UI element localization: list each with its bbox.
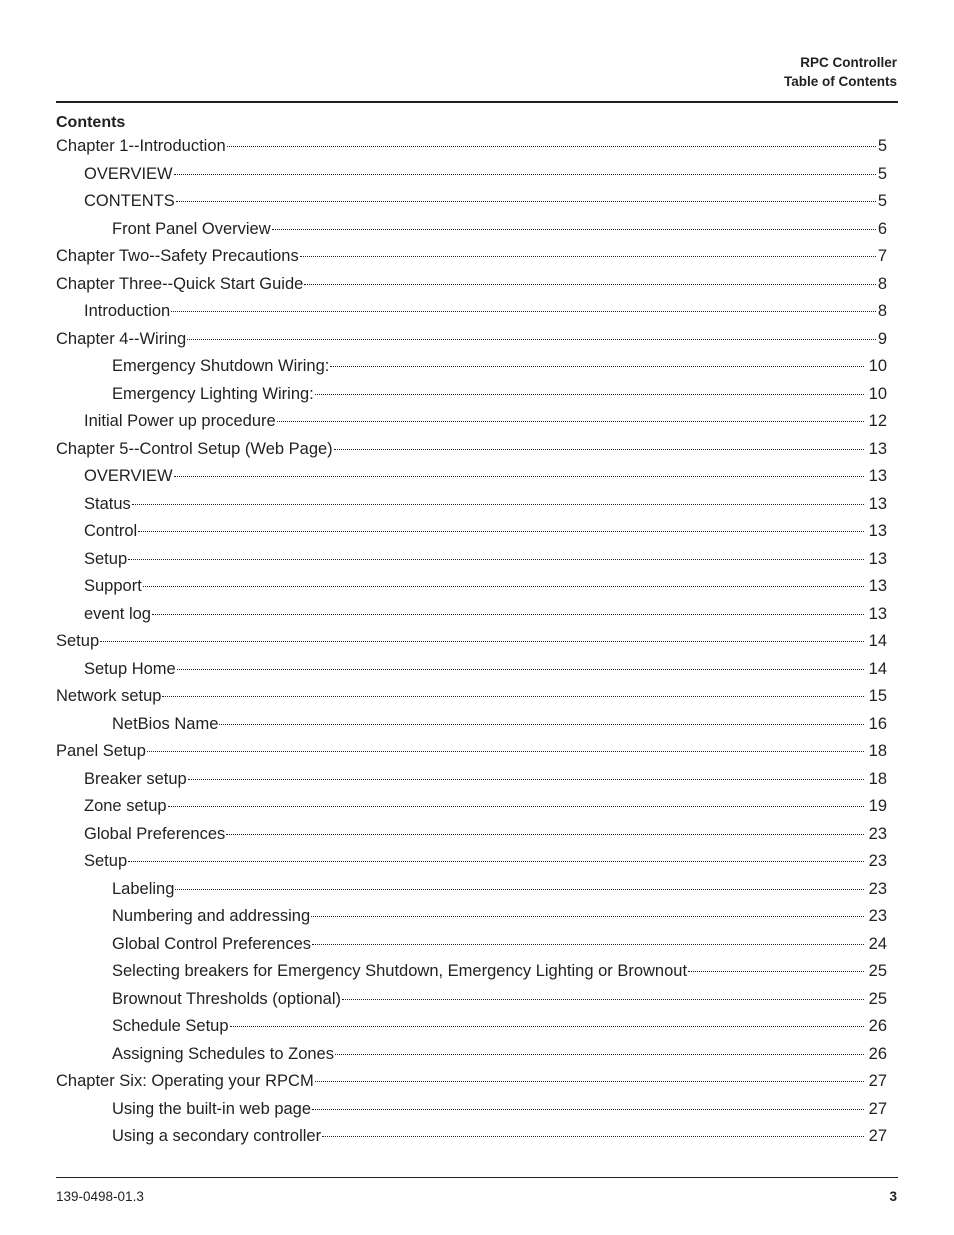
toc-entry[interactable] — [56, 766, 898, 794]
toc-entry-title: Chapter Three--Quick Start Guide — [56, 274, 304, 293]
toc-entry-page: 5 — [877, 164, 887, 183]
toc-entry-page: 25 — [868, 962, 887, 980]
toc-entry-page: 23 — [868, 907, 887, 925]
toc-entry-title: Chapter 5--Control Setup (Web Page) — [56, 439, 333, 458]
dot-leader — [272, 229, 876, 230]
toc-entry[interactable] — [56, 1123, 898, 1151]
toc-entry-page: 13 — [868, 494, 887, 513]
dot-leader — [277, 421, 864, 422]
toc-entry-page: 24 — [868, 934, 887, 953]
toc-entry-title: Global Preferences — [84, 824, 226, 843]
toc-entry-page: 8 — [877, 274, 887, 293]
toc-entry-title: event log — [84, 604, 151, 623]
toc-entry-title: Labeling — [112, 879, 175, 898]
toc-entry-title: Chapter 1--Introduction — [56, 137, 226, 155]
toc-entry[interactable] — [56, 188, 898, 216]
toc-entry[interactable] — [56, 1096, 898, 1124]
header-section-title: Table of Contents — [784, 74, 897, 89]
dot-leader — [187, 339, 876, 340]
toc-entry-title: Global Control Preferences — [112, 934, 312, 953]
toc-entry-page: 5 — [877, 137, 887, 155]
dot-leader — [168, 806, 864, 807]
dot-leader — [226, 834, 864, 835]
dot-leader — [219, 724, 864, 725]
toc-entry[interactable] — [56, 161, 898, 189]
toc-entry-title: Setup — [56, 632, 100, 650]
dot-leader — [132, 504, 864, 505]
dot-leader — [227, 146, 876, 147]
toc-entry-title: Brownout Thresholds (optional) — [112, 989, 341, 1008]
toc-entry-title: Emergency Shutdown Wiring: — [112, 357, 330, 375]
dot-leader — [322, 1136, 864, 1137]
toc-entry-page: 25 — [868, 989, 887, 1008]
toc-entry-page: 13 — [868, 604, 887, 623]
toc-entry-title: Introduction — [84, 302, 171, 320]
toc-entry-title: CONTENTS — [84, 192, 175, 210]
toc-entry-title: Panel Setup — [56, 742, 146, 760]
dot-leader — [188, 779, 864, 780]
toc-entry-page: 5 — [877, 192, 887, 210]
dot-leader — [315, 394, 864, 395]
toc-entry-title: OVERVIEW — [84, 467, 173, 485]
toc-entry[interactable] — [56, 326, 898, 354]
dot-leader — [171, 311, 876, 312]
toc-entry[interactable] — [56, 436, 898, 464]
header-rule — [56, 101, 898, 103]
toc-entry-page: 13 — [868, 439, 887, 458]
toc-entry[interactable] — [56, 628, 898, 656]
toc-entry[interactable] — [56, 546, 898, 574]
dot-leader — [152, 614, 864, 615]
toc-entry[interactable] — [56, 656, 898, 684]
contents-heading: Contents — [56, 114, 126, 131]
toc-entry-page: 23 — [868, 879, 887, 898]
dot-leader — [176, 201, 876, 202]
toc-entry[interactable] — [56, 821, 898, 849]
dot-leader — [147, 751, 864, 752]
toc-entry-page: 7 — [877, 247, 887, 265]
toc-entry-title: Control — [84, 522, 138, 540]
dot-leader — [174, 476, 864, 477]
toc-entry-page: 23 — [868, 852, 887, 870]
dot-leader — [311, 916, 864, 917]
toc-entry[interactable] — [56, 381, 898, 409]
dot-leader — [162, 696, 864, 697]
toc-entry-title: Chapter Six: Operating your RPCM — [56, 1072, 314, 1090]
toc-entry-title: OVERVIEW — [84, 164, 173, 183]
toc-entry-page: 27 — [868, 1072, 887, 1090]
toc-entry-title: Chapter 4--Wiring — [56, 329, 187, 348]
toc-entry[interactable] — [56, 271, 898, 299]
toc-entry[interactable] — [56, 848, 898, 876]
toc-entry[interactable] — [56, 408, 898, 436]
toc-entry-title: Selecting breakers for Emergency Shutdown, Emergency Lighting or Brownout — [112, 962, 688, 980]
document-number: 139-0498-01.3 — [56, 1189, 144, 1204]
toc-entry-page: 16 — [868, 714, 887, 733]
toc-entry-title: Breaker setup — [84, 769, 187, 788]
toc-entry-page: 10 — [868, 384, 887, 403]
toc-entry-title: Emergency Lighting Wiring: — [112, 384, 314, 403]
toc-entry-page: 14 — [868, 659, 887, 678]
toc-entry[interactable] — [56, 573, 898, 601]
toc-entry[interactable] — [56, 298, 898, 326]
header-product-title: RPC Controller — [800, 55, 897, 70]
toc-entry[interactable] — [56, 876, 898, 904]
toc-entry-page: 26 — [868, 1017, 887, 1035]
toc-entry[interactable] — [56, 903, 898, 931]
table-of-contents — [56, 133, 898, 1151]
toc-entry[interactable] — [56, 711, 898, 739]
dot-leader — [312, 944, 864, 945]
toc-entry-page: 13 — [868, 577, 887, 595]
toc-entry[interactable] — [56, 353, 898, 381]
toc-entry-page: 15 — [868, 687, 887, 705]
toc-entry[interactable] — [56, 986, 898, 1014]
toc-entry-page: 27 — [868, 1127, 887, 1145]
toc-entry-title: Using a secondary controller — [112, 1127, 322, 1145]
toc-entry-page: 9 — [877, 329, 887, 348]
toc-entry-page: 10 — [868, 357, 887, 375]
toc-entry[interactable] — [56, 463, 898, 491]
toc-entry[interactable] — [56, 683, 898, 711]
toc-entry[interactable] — [56, 738, 898, 766]
dot-leader — [128, 861, 864, 862]
footer-rule — [56, 1177, 898, 1178]
toc-entry[interactable] — [56, 216, 898, 244]
toc-entry-title: Assigning Schedules to Zones — [112, 1044, 334, 1063]
toc-entry-page: 26 — [868, 1044, 887, 1063]
toc-entry-page: 13 — [868, 549, 887, 568]
toc-entry-page: 27 — [868, 1099, 887, 1118]
toc-entry[interactable] — [56, 491, 898, 519]
toc-entry-title: Support — [84, 577, 142, 595]
toc-entry-page: 14 — [868, 632, 887, 650]
toc-entry-page: 18 — [868, 769, 887, 788]
dot-leader — [330, 366, 864, 367]
dot-leader — [177, 669, 864, 670]
toc-entry[interactable] — [56, 1068, 898, 1096]
toc-entry[interactable] — [56, 958, 898, 986]
dot-leader — [175, 889, 864, 890]
toc-entry[interactable] — [56, 931, 898, 959]
toc-entry[interactable] — [56, 601, 898, 629]
dot-leader — [335, 1054, 864, 1055]
toc-entry-page: 6 — [877, 219, 887, 238]
dot-leader — [304, 284, 876, 285]
toc-entry-page: 23 — [868, 824, 887, 843]
toc-entry-title: Zone setup — [84, 797, 167, 815]
toc-entry-page: 18 — [868, 742, 887, 760]
dot-leader — [334, 449, 864, 450]
toc-entry-title: Network setup — [56, 687, 162, 705]
toc-entry-page: 13 — [868, 467, 887, 485]
page-number: 3 — [889, 1189, 897, 1204]
toc-entry-page: 12 — [868, 412, 887, 430]
toc-entry-page: 13 — [868, 522, 887, 540]
toc-entry[interactable] — [56, 518, 898, 546]
toc-entry-title: Status — [84, 494, 131, 513]
toc-entry-page: 8 — [877, 302, 887, 320]
dot-leader — [300, 256, 876, 257]
dot-leader — [143, 586, 864, 587]
dot-leader — [128, 559, 864, 560]
dot-leader — [342, 999, 864, 1000]
toc-entry-title: NetBios Name — [112, 714, 219, 733]
toc-entry-title: Using the built-in web page — [112, 1099, 312, 1118]
toc-entry-title: Setup — [84, 852, 128, 870]
toc-entry-title: Schedule Setup — [112, 1017, 229, 1035]
dot-leader — [230, 1026, 864, 1027]
dot-leader — [688, 971, 864, 972]
toc-entry-title: Front Panel Overview — [112, 219, 271, 238]
toc-entry-title: Setup Home — [84, 659, 176, 678]
toc-entry-title: Initial Power up procedure — [84, 412, 276, 430]
toc-entry[interactable] — [56, 243, 898, 271]
page-header — [784, 53, 897, 91]
toc-entry[interactable] — [56, 1013, 898, 1041]
dot-leader — [312, 1109, 864, 1110]
toc-entry-title: Numbering and addressing — [112, 907, 311, 925]
toc-entry[interactable] — [56, 1041, 898, 1069]
toc-entry-title: Chapter Two--Safety Precautions — [56, 247, 299, 265]
dot-leader — [100, 641, 864, 642]
toc-entry-page: 19 — [868, 797, 887, 815]
toc-entry[interactable] — [56, 133, 898, 161]
dot-leader — [315, 1081, 864, 1082]
dot-leader — [174, 174, 876, 175]
toc-entry-title: Setup — [84, 549, 128, 568]
toc-entry[interactable] — [56, 793, 898, 821]
dot-leader — [138, 531, 864, 532]
